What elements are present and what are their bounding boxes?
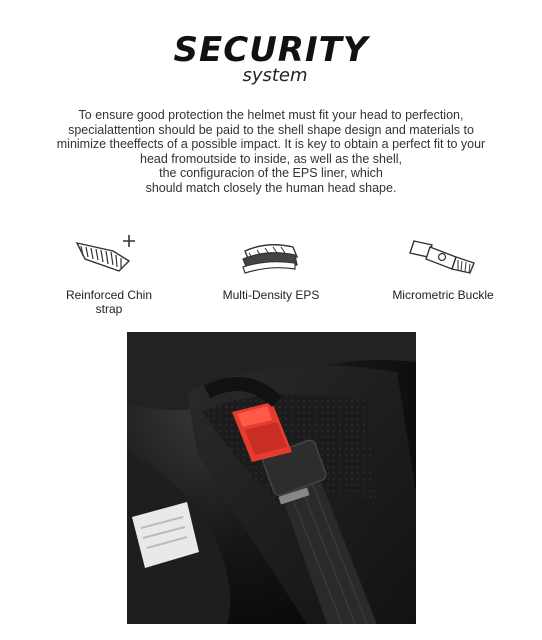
feature-label: Multi-Density EPS [222,288,320,302]
feature-list [0,226,542,326]
page-title: SECURITY [173,30,369,70]
feature-chin-strap [34,226,184,316]
intro-line: minimize theeffects of a possible impact. It is key to obtain a perfect fit to your [56,137,486,152]
buckle-icon [368,226,518,284]
intro-line: To ensure good protection the helmet must fit your head to perfection, [78,108,464,122]
intro-line: specialattention should be paid to the shell shape design and materials to [68,122,474,137]
feature-label: Reinforced Chin strap [65,288,153,316]
intro-line: the configuracion of the EPS liner, which [159,166,383,181]
intro-line: head fromoutside to inside, as well as the shell, [140,151,402,166]
header [0,30,542,86]
feature-label: Micrometric Buckle [392,288,494,302]
feature-buckle [368,226,518,302]
chin-strap-icon [34,226,184,284]
helmet-buckle-photo [127,332,416,624]
intro-line: should match closely the human head shape. [145,180,397,195]
eps-layers-icon [196,226,346,284]
intro-paragraph [30,108,512,196]
feature-eps [196,226,346,302]
page-subtitle: system [242,65,308,86]
